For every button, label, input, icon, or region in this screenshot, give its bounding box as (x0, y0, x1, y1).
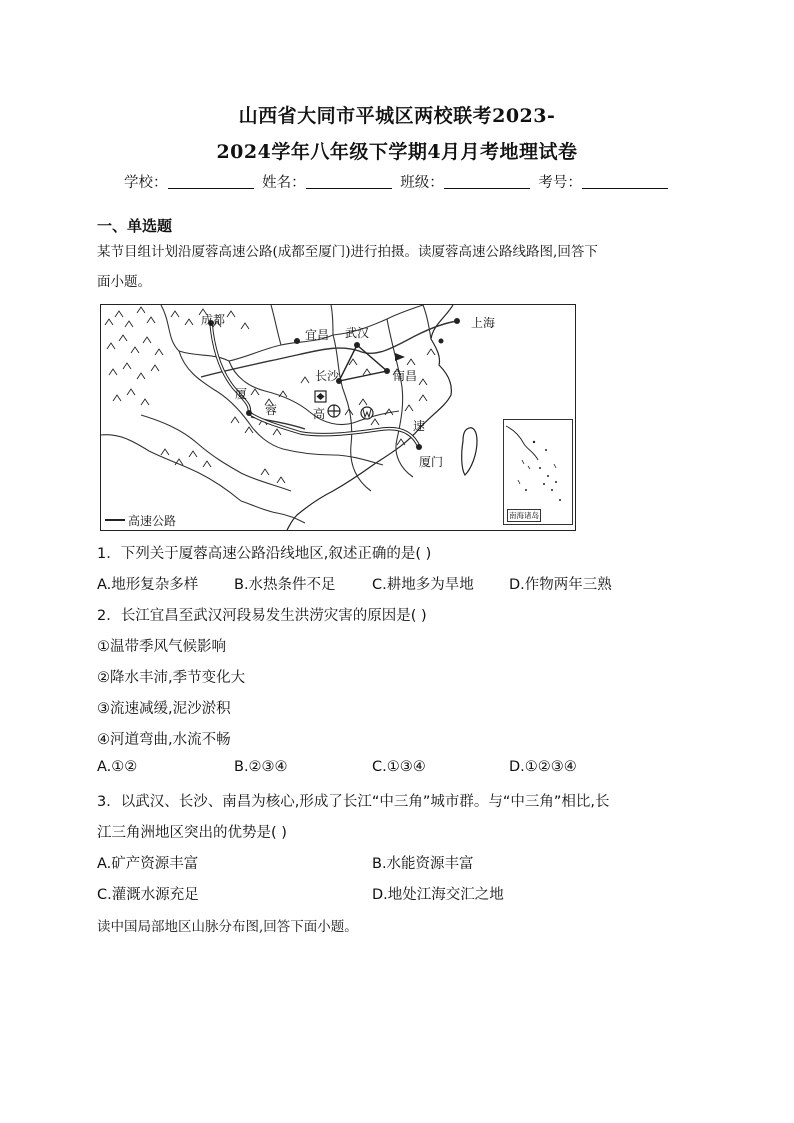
question-1-stem: 1．下列关于厦蓉高速公路沿线地区,叙述正确的是( ) (97, 546, 432, 562)
map-label-xia: 厦 (235, 387, 248, 401)
inset-label: 南海诸岛 (509, 511, 539, 520)
expressway-map (100, 304, 576, 531)
q1-option-b[interactable]: B.水热条件不足 (234, 577, 336, 593)
q3-option-c[interactable]: C.灌溉水源充足 (97, 887, 199, 903)
map-label-nanchang: 南昌 (393, 369, 418, 383)
q2-item-1: ①温带季风气候影响 (97, 639, 226, 655)
map-label-rong: 蓉 (265, 403, 278, 417)
q3-option-d[interactable]: D.地处江海交汇之地 (372, 887, 504, 903)
q2-option-d[interactable]: D.①②③④ (509, 759, 577, 775)
q3-option-b[interactable]: B.水能资源丰富 (372, 856, 474, 872)
map-label-yichang: 宜昌 (305, 328, 330, 342)
exam-number-blank[interactable] (582, 174, 668, 189)
map-legend (105, 512, 176, 529)
q1-option-d[interactable]: D.作物两年三熟 (509, 577, 612, 593)
exam-title-line1: 山西省大同市平城区两校联考2023- (238, 105, 556, 127)
intro-line1: 某节目组计划沿厦蓉高速公路(成都至厦门)进行拍摄。读厦蓉高速公路线路图,回答下 (97, 244, 598, 260)
q2-option-c[interactable]: C.①③④ (372, 759, 426, 775)
question-2-stem: 2．长江宜昌至武汉河段易发生洪涝灾害的原因是( ) (97, 608, 427, 624)
school-blank[interactable] (168, 174, 254, 189)
school-label: 学校： (124, 175, 168, 191)
student-info-row (124, 171, 672, 192)
map-label-changsha: 长沙 (315, 369, 340, 383)
south-china-sea-inset (503, 419, 573, 525)
exam-title-line2: 2024学年八年级下学期4月月考地理试卷 (216, 141, 578, 163)
q1-option-c[interactable]: C.耕地多为旱地 (372, 577, 474, 593)
map-label-gao: 高 (313, 407, 326, 421)
q2-item-4: ④河道弯曲,水流不畅 (97, 732, 231, 748)
name-label: 姓名： (262, 175, 306, 191)
map-label-chengdu: 成都 (201, 313, 226, 327)
q2-item-2: ②降水丰沛,季节变化大 (97, 670, 246, 686)
q2-option-a[interactable]: A.①② (97, 759, 138, 775)
section-title: 一、单选题 (97, 217, 173, 235)
intro-line2: 面小题。 (97, 274, 151, 290)
map-label-wuhan: 武汉 (345, 326, 370, 340)
expressway-legend-icon (105, 519, 125, 521)
map-label-xiamen: 厦门 (419, 455, 444, 469)
class-label: 班级： (400, 175, 444, 191)
q2-item-3: ③流速减缓,泥沙淤积 (97, 701, 231, 717)
name-blank[interactable] (306, 174, 392, 189)
class-blank[interactable] (444, 174, 530, 189)
question-3-stem-line1: 3．以武汉、长沙、南昌为核心,形成了长江“中三角”城市群。与“中三角”相比,长 (97, 794, 610, 810)
q2-option-b[interactable]: B.②③④ (234, 759, 288, 775)
map-label-su: 速 (413, 419, 426, 433)
exam-number-label: 考号： (538, 175, 582, 191)
legend-text: 高速公路 (128, 514, 177, 528)
q3-option-a[interactable]: A.矿产资源丰富 (97, 856, 199, 872)
q1-option-a[interactable]: A.地形复杂多样 (97, 577, 199, 593)
map-label-shanghai: 上海 (471, 316, 496, 330)
question-3-stem-line2: 江三角洲地区突出的优势是( ) (97, 825, 287, 841)
intro-2: 读中国局部地区山脉分布图,回答下面小题。 (97, 919, 358, 935)
